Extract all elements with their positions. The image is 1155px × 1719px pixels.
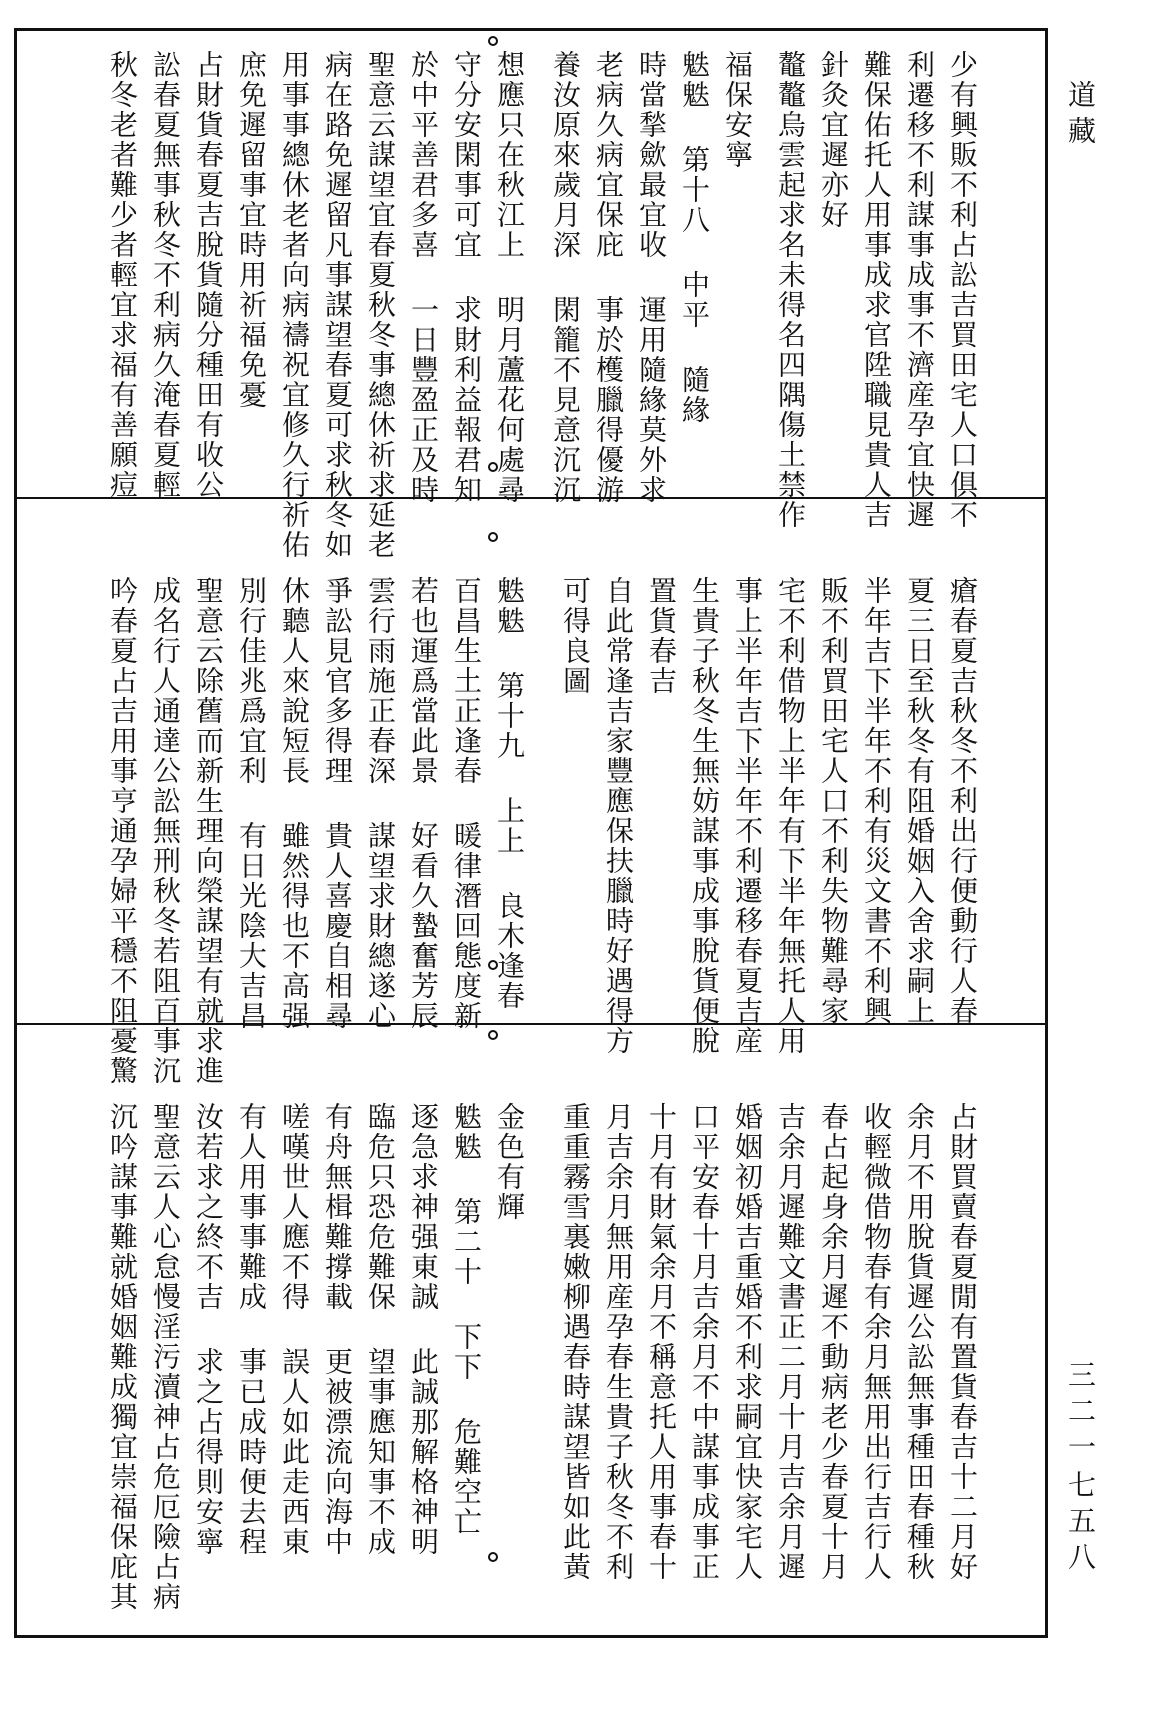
text-column: 婚姻初婚吉重婚不利求嗣宜快家宅人 <box>731 1102 764 1582</box>
text-column: 有舟無楫難撐載 更被漂流向海中 <box>321 1102 354 1557</box>
text-column: 秋冬老者難少者輕宜求福有善願痘 <box>106 50 139 500</box>
text-column: 占財貨春夏吉脫貨隨分種田有收公 <box>192 50 225 500</box>
text-column: 庶免遲留事宜時用祈福免憂 <box>235 50 268 410</box>
text-column: 吟春夏占吉用事亨通孕婦平穩不阻憂驚 <box>106 576 139 1086</box>
text-column: 占財買賣春夏閒有置貨春吉十二月好 <box>946 1102 979 1582</box>
text-column: 若也運爲當此景 好看久蟄奮芳辰 <box>407 576 440 1031</box>
text-column: 月吉余月無用産孕春生貴子秋冬不利 <box>602 1102 635 1582</box>
page-number: 三二一 <box>1064 1360 1097 1468</box>
text-column: 鼇鼇烏雲起求名未得名四隅傷土禁作 <box>774 50 807 530</box>
text-column: 守分安閑事可宜 求財利益報君知 <box>450 50 483 505</box>
text-column: 沉吟謀事難就婚姻難成獨宜崇福保庇其 <box>106 1102 139 1612</box>
text-band-3 <box>28 1102 1038 1612</box>
text-column: 有人用事事難成 事已成時便去程 <box>235 1102 268 1557</box>
text-column: 口平安春十月吉余月不中謀事成事正 <box>688 1102 721 1582</box>
text-column: 百昌生土正逢春 暖律潛回態度新 <box>450 576 483 1031</box>
text-column: 䰡䰡 第二十 下下 危難空亡 <box>450 1102 483 1537</box>
text-column: 時當揫歛最宜收 運用隨緣莫外求 <box>635 50 668 505</box>
text-column: 臨危只恐危難保 望事應知事不成 <box>364 1102 397 1557</box>
text-column: 老病久病宜保庇 事於檴臘得優游 <box>592 50 625 505</box>
text-column: 少有興販不利占訟吉買田宅人口俱不 <box>946 50 979 530</box>
text-column: 聖意云除舊而新生理向榮謀望有就求進 <box>192 576 225 1086</box>
text-column: 利遷移不利謀事成事不濟産孕宜快遲 <box>903 50 936 530</box>
text-column: 用事事總休老者向病禱祝宜修久行祈佑 <box>278 50 311 560</box>
text-column: 休聽人來說短長 雖然得也不高强 <box>278 576 311 1031</box>
text-column: 十月有財氣余月不稱意托人用事春十 <box>645 1102 678 1582</box>
text-column: 䰡䰡 第十九 上上 良木逢春 <box>493 576 526 1011</box>
circle-mark <box>488 532 498 542</box>
text-column: 針灸宜遲亦好 <box>817 50 850 230</box>
text-column: 病在路免遲留凡事謀望春夏可求秋冬如 <box>321 50 354 560</box>
text-column: 聖意云人心怠慢淫污瀆神占危厄險占病 <box>149 1102 182 1612</box>
text-column: 逐急求神强東誠 此誠那解格神明 <box>407 1102 440 1557</box>
page-number-sub: 七五八 <box>1064 1470 1097 1578</box>
text-column: 於中平善君多喜 一日豐盈正及時 <box>407 50 440 505</box>
text-column: 夏三日至秋冬有阻婚姻入舍求嗣上 <box>903 576 936 1026</box>
text-column: 可得良圖 <box>559 576 592 696</box>
text-column: 半年吉下半年不利有災文書不利興 <box>860 576 893 1026</box>
circle-mark <box>488 1552 498 1562</box>
text-column: 想應只在秋江上 明月蘆花何處尋 <box>493 50 526 505</box>
text-column: 生貴子秋冬生無妨謀事成事脫貨便脫 <box>688 576 721 1056</box>
text-column: 成名行人通達公訟無刑秋冬若阻百事沉 <box>149 576 182 1086</box>
text-column: 販不利買田宅人口不利失物難尋家 <box>817 576 850 1026</box>
text-column: 養汝原來歲月深 閑籠不見意沉沉 <box>549 50 582 505</box>
text-column: 事上半年吉下半年不利遷移春夏吉産 <box>731 576 764 1056</box>
text-band-2 <box>28 576 1038 1086</box>
text-column: 福保安寧 <box>721 50 754 170</box>
text-column: 金色有輝 <box>493 1102 526 1222</box>
text-band-1 <box>28 50 1038 560</box>
text-column: 收輕微借物春有余月無用出行吉行人 <box>860 1102 893 1582</box>
text-column: 別行佳兆爲宜利 有日光陰大吉昌 <box>235 576 268 1031</box>
text-column: 春占起身余月遲不動病老少春夏十月 <box>817 1102 850 1582</box>
text-column: 置貨春吉 <box>645 576 678 696</box>
text-column: 難保佑托人用事成求官陞職見貴人吉 <box>860 50 893 530</box>
text-column: 余月不用脫貨遲公訟無事種田春種秋 <box>903 1102 936 1582</box>
text-column: 宅不利借物上半年有下半年無托人用 <box>774 576 807 1056</box>
circle-mark <box>488 1030 498 1040</box>
text-column: 䰡䰡 第十八 中平 隨緣 <box>678 50 711 425</box>
text-column: 嗟嘆世人應不得 誤人如此走西東 <box>278 1102 311 1557</box>
text-column: 雲行雨施正春深 謀望求財總遂心 <box>364 576 397 1031</box>
text-column: 自此常逢吉家豐應保扶臘時好遇得方 <box>602 576 635 1056</box>
circle-mark <box>488 36 498 46</box>
text-column: 訟春夏無事秋冬不利病久淹春夏輕 <box>149 50 182 500</box>
text-column: 爭訟見官多得理 貴人喜慶自相尋 <box>321 576 354 1031</box>
text-column: 汝若求之終不吉 求之占得則安寧 <box>192 1102 225 1557</box>
text-column: 重重霧雪裏嫩柳遇春時謀望皆如此黃 <box>559 1102 592 1582</box>
text-column: 瘡春夏吉秋冬不利出行便動行人春 <box>946 576 979 1026</box>
text-column: 吉余月遲難文書正二月十月吉余月遲 <box>774 1102 807 1582</box>
text-column: 聖意云謀望宜春夏秋冬事總休祈求延老 <box>364 50 397 560</box>
collection-title: 道藏 <box>1064 80 1097 152</box>
